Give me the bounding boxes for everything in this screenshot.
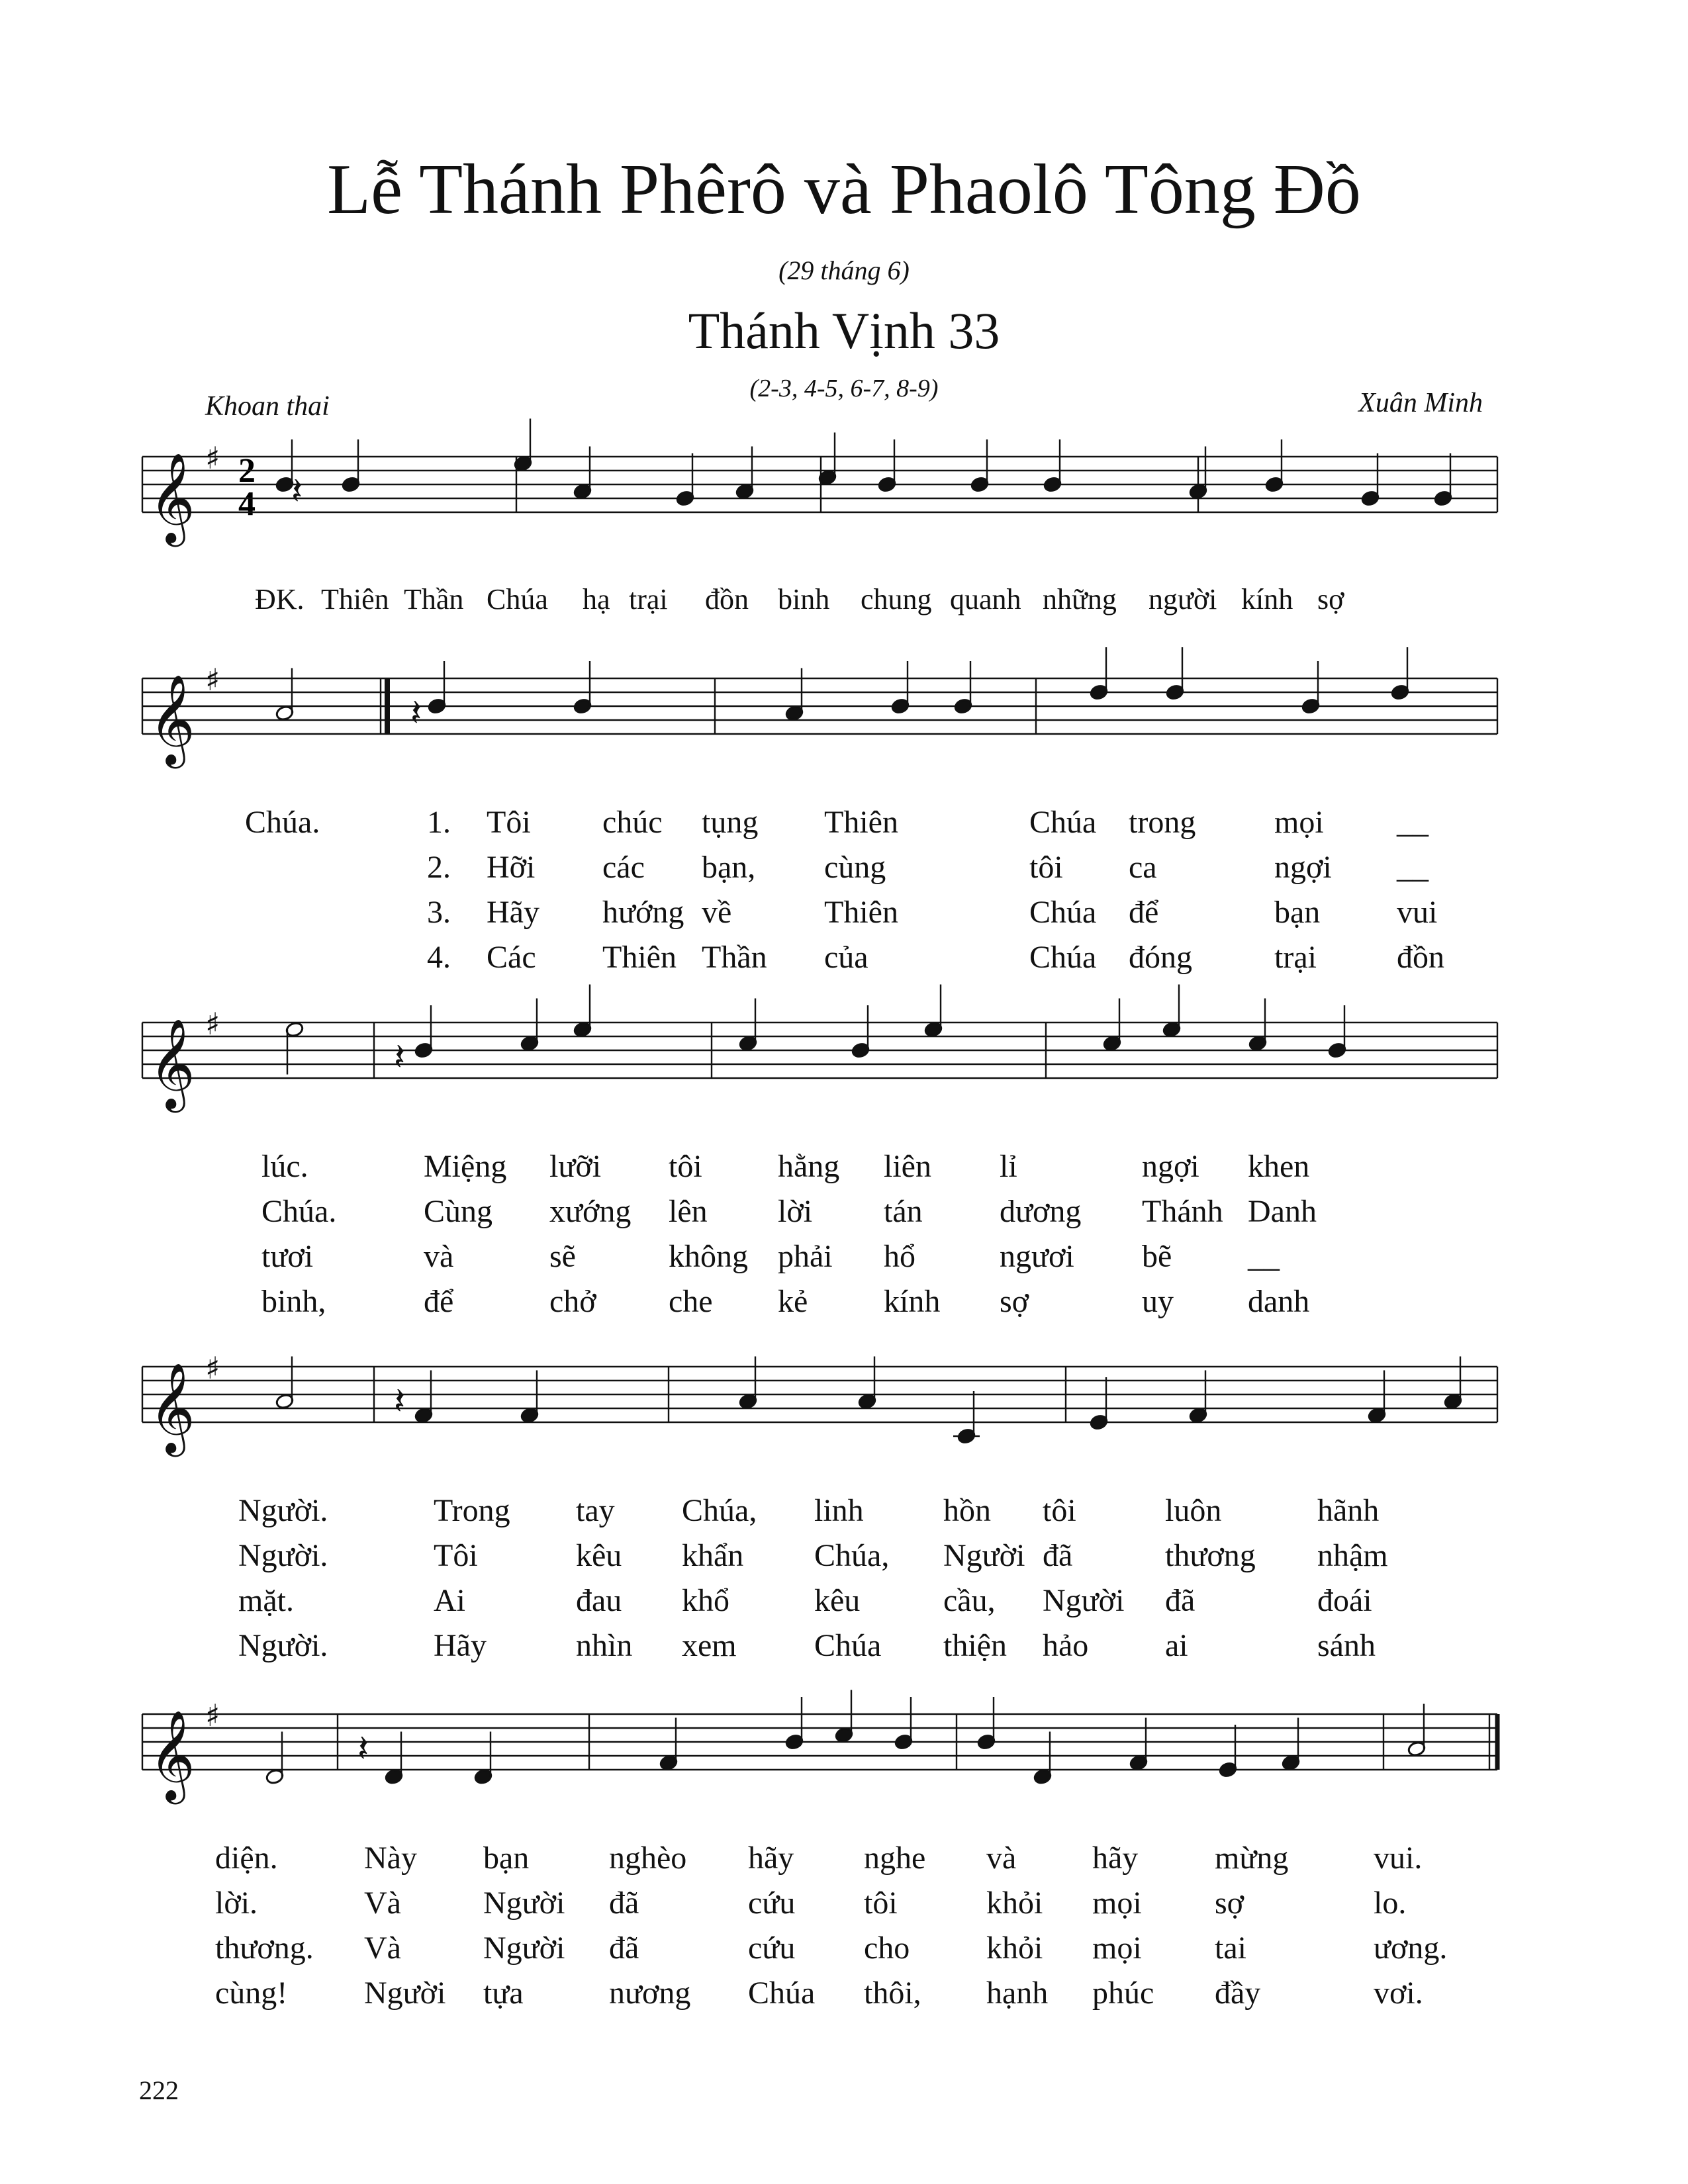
verse-lyric: Người	[943, 1538, 1025, 1573]
verse-lyric: đã	[609, 1931, 639, 1966]
refrain-lyric: những	[1043, 583, 1117, 615]
verse-lyric: cùng!	[215, 1976, 288, 2011]
verse-lyric: bạn	[483, 1841, 530, 1876]
sharp-icon: ♯	[205, 440, 220, 476]
refrain-lyric: sợ	[1317, 583, 1344, 615]
verse-lyric: Cùng	[424, 1194, 493, 1229]
refrain-lyric: chung	[861, 583, 932, 615]
verse-lyric: và	[986, 1841, 1017, 1876]
verse-lyric: sánh	[1317, 1628, 1376, 1663]
verse-lyric: thôi,	[864, 1976, 921, 2011]
refrain-lyric: hạ	[583, 583, 610, 615]
verse-lyric: mọi	[1274, 805, 1324, 840]
verse-lyric: Trong	[434, 1493, 510, 1528]
time-signature-top: 2	[238, 452, 256, 490]
verse-lyric: đầy	[1215, 1976, 1261, 2011]
verse-lyric: tán	[884, 1194, 923, 1229]
verse-lyric: Hãy	[487, 895, 539, 930]
verse-lyric: đau	[576, 1583, 622, 1618]
verse-lyric: các	[602, 850, 645, 885]
verse-lyric: thương	[1165, 1538, 1256, 1573]
verse-lyric: ngợi	[1142, 1149, 1199, 1184]
verse-lyric: nghèo	[609, 1841, 687, 1876]
verse-lyric: Người.	[238, 1538, 328, 1573]
verse-lyric: tụng	[702, 805, 759, 840]
verse-lyric: lo.	[1374, 1886, 1407, 1921]
verse-lyric: sợ	[1215, 1886, 1244, 1921]
verse-lyric: kẻ	[778, 1284, 808, 1319]
verse-lyric: danh	[1248, 1284, 1310, 1319]
verse-lyric: lúc.	[261, 1149, 308, 1184]
refrain-lyric: người	[1149, 583, 1217, 615]
refrain-lyric: đồn	[705, 583, 749, 615]
verse-lyric: để	[1129, 895, 1159, 930]
verse-lyric: đóng	[1129, 940, 1192, 975]
verse-lyric: dương	[1000, 1194, 1082, 1229]
verse-lyric: xướng	[549, 1194, 632, 1229]
verse-lyric: tôi	[864, 1886, 898, 1921]
verse-lyric: Thần	[702, 940, 767, 975]
verse-lyric: __	[1397, 850, 1429, 885]
verse-lyric: không	[669, 1239, 748, 1274]
verse-lyric: Thiên	[824, 895, 898, 930]
verse-lyric: 4.	[427, 940, 451, 975]
verse-lyric: diện.	[215, 1841, 278, 1876]
verse-lyric: 2.	[427, 850, 451, 885]
verse-lyric: tay	[576, 1493, 615, 1528]
verse-lyric: nhậm	[1317, 1538, 1388, 1573]
refrain-lyric: trại	[629, 583, 668, 615]
refrain-lyric: quanh	[950, 583, 1021, 615]
psalm-verses: (2-3, 4-5, 6-7, 8-9)	[749, 375, 939, 402]
verse-lyric: uy	[1142, 1284, 1174, 1319]
verse-lyric: kêu	[814, 1583, 861, 1618]
verse-lyric: đồn	[1397, 940, 1444, 975]
verse-lyric: khỏi	[986, 1931, 1043, 1966]
verse-lyric: Hỡi	[487, 850, 536, 885]
verse-lyric: lời.	[215, 1886, 258, 1921]
verse-lyric: Và	[364, 1886, 401, 1921]
verse-lyric: Hãy	[434, 1628, 487, 1663]
verse-lyric: nghe	[864, 1841, 926, 1876]
verse-lyric: Tôi	[487, 805, 531, 840]
verse-lyric: bạn,	[702, 850, 756, 885]
verse-lyric: cứu	[748, 1886, 796, 1921]
verse-lyric: Chúa	[1029, 940, 1097, 975]
verse-lyric: Danh	[1248, 1194, 1317, 1229]
verse-lyric: đã	[609, 1886, 639, 1921]
verse-lyric: mặt.	[238, 1583, 294, 1618]
sharp-icon: ♯	[205, 1350, 220, 1386]
verse-lyric: và	[424, 1239, 454, 1274]
verse-lyric: thương.	[215, 1931, 314, 1966]
verse-lyric: tôi	[1043, 1493, 1076, 1528]
quarter-rest-icon: 𝄽	[410, 692, 422, 735]
quarter-rest-icon: 𝄽	[394, 1380, 406, 1423]
verse-lyric: Chúa,	[814, 1538, 890, 1573]
verse-lyric: Người	[483, 1886, 565, 1921]
verse-lyric: vui	[1397, 895, 1438, 930]
verse-lyric: bạn	[1274, 895, 1321, 930]
verse-lyric: chở	[549, 1284, 596, 1319]
verse-lyric: hằng	[778, 1149, 840, 1184]
verse-lyric: Chúa	[1029, 895, 1097, 930]
verse-lyric: tôi	[669, 1149, 702, 1184]
verse-lyric: hổ	[884, 1239, 915, 1274]
verse-lyric: mọi	[1092, 1886, 1142, 1921]
verse-lyric: sợ	[1000, 1284, 1029, 1319]
verse-lyric: Ai	[434, 1583, 465, 1618]
verse-lyric: ca	[1129, 850, 1157, 885]
verse-lyric: mừng	[1215, 1841, 1289, 1876]
tempo-marking: Khoan thai	[205, 391, 330, 422]
verse-lyric: Người.	[238, 1493, 328, 1528]
verse-lyric: trại	[1274, 940, 1317, 975]
page-title: Lễ Thánh Phêrô và Phaolô Tông Đồ	[327, 150, 1361, 229]
verse-lyric: kính	[884, 1284, 941, 1319]
sharp-icon: ♯	[205, 1698, 220, 1733]
verse-lyric: lên	[669, 1194, 708, 1229]
verse-lyric: cho	[864, 1931, 910, 1966]
verse-lyric: Và	[364, 1931, 401, 1966]
verse-lyric: phúc	[1092, 1976, 1154, 2011]
verse-lyric: Chúa	[748, 1976, 816, 2011]
page-number: 222	[139, 2075, 179, 2105]
verse-lyric: Thiên	[824, 805, 898, 840]
verse-lyric: hướng	[602, 895, 684, 930]
verse-lyric: của	[824, 940, 868, 975]
treble-clef-icon: 𝄞	[149, 673, 195, 764]
verse-lyric: lỉ	[1000, 1149, 1017, 1184]
verse-lyric: khen	[1248, 1149, 1310, 1184]
lyric-word: Chúa.	[245, 805, 320, 840]
verse-lyric: bẽ	[1142, 1239, 1172, 1274]
quarter-rest-icon: 𝄽	[394, 1036, 406, 1079]
verse-lyric: tai	[1215, 1931, 1246, 1966]
treble-clef-icon: 𝄞	[149, 1361, 195, 1453]
verse-lyric: __	[1397, 805, 1429, 840]
verse-lyric: Chúa	[814, 1628, 882, 1663]
verse-lyric: hạnh	[986, 1976, 1049, 2011]
feast-date: (29 tháng 6)	[778, 255, 910, 285]
verse-lyric: ương.	[1374, 1931, 1448, 1966]
sharp-icon: ♯	[205, 662, 220, 698]
verse-lyric: Này	[364, 1841, 417, 1876]
verse-lyric: sẽ	[549, 1239, 576, 1274]
verse-lyric: vơi.	[1374, 1976, 1423, 2011]
quarter-rest-icon: 𝄽	[291, 470, 303, 513]
verse-lyric: liên	[884, 1149, 931, 1184]
verse-lyric: khổ	[682, 1583, 729, 1618]
treble-clef-icon: 𝄞	[149, 1017, 195, 1109]
verse-lyric: hồn	[943, 1493, 991, 1528]
verse-lyric: kêu	[576, 1538, 622, 1573]
verse-lyric: để	[424, 1284, 454, 1319]
verse-lyric: khỏi	[986, 1886, 1043, 1921]
verse-lyric: cùng	[824, 850, 886, 885]
verse-lyric: hảo	[1043, 1628, 1089, 1663]
quarter-rest-icon: 𝄽	[357, 1727, 369, 1770]
refrain-lyric: Thần	[404, 583, 464, 615]
verse-lyric: Người	[364, 1976, 446, 2011]
time-signature-bottom: 4	[238, 485, 256, 523]
verse-lyric: cầu,	[943, 1583, 996, 1618]
treble-clef-icon: 𝄞	[149, 451, 195, 543]
verse-lyric: chúc	[602, 805, 663, 840]
psalm-title: Thánh Vịnh 33	[688, 302, 1000, 359]
verse-lyric: hãnh	[1317, 1493, 1380, 1528]
refrain-lyric: binh	[778, 583, 830, 615]
verse-lyric: xem	[682, 1628, 737, 1663]
verse-lyric: Thiên	[602, 940, 677, 975]
sharp-icon: ♯	[205, 1006, 220, 1042]
verse-lyric: tôi	[1029, 850, 1063, 885]
verse-lyric: hãy	[748, 1841, 794, 1876]
verse-lyric: Chúa	[1029, 805, 1097, 840]
verse-lyric: vui.	[1374, 1841, 1423, 1876]
verse-lyric: đã	[1043, 1538, 1073, 1573]
verse-lyric: tươi	[261, 1239, 314, 1274]
verse-lyric: Người.	[238, 1628, 328, 1663]
verse-lyric: Người	[1043, 1583, 1125, 1618]
refrain-lyric: kính	[1241, 583, 1293, 615]
verse-lyric: khẩn	[682, 1538, 744, 1573]
verse-lyric: Chúa,	[682, 1493, 757, 1528]
verse-lyric: đã	[1165, 1583, 1196, 1618]
verse-lyric: binh,	[261, 1284, 326, 1319]
refrain-label: ĐK.	[255, 583, 305, 615]
verse-lyric: đoái	[1317, 1583, 1372, 1618]
verse-lyric: cứu	[748, 1931, 796, 1966]
verse-lyric: ngợi	[1274, 850, 1332, 885]
verse-lyric: hãy	[1092, 1841, 1139, 1876]
verse-lyric: Người	[483, 1931, 565, 1966]
verse-lyric: Chúa.	[261, 1194, 337, 1229]
verse-lyric: __	[1248, 1239, 1280, 1274]
verse-lyric: tựa	[483, 1976, 524, 2011]
verse-lyric: trong	[1129, 805, 1196, 840]
verse-lyric: luôn	[1165, 1493, 1222, 1528]
verse-lyric: thiện	[943, 1628, 1007, 1663]
verse-lyric: Các	[487, 940, 536, 975]
verse-lyric: ngươi	[1000, 1239, 1074, 1274]
refrain-lyric: Thiên	[321, 583, 389, 615]
verse-lyric: Miệng	[424, 1149, 507, 1184]
verse-lyric: lời	[778, 1194, 813, 1229]
verse-lyric: Tôi	[434, 1538, 478, 1573]
verse-lyric: ai	[1165, 1628, 1188, 1663]
refrain-lyric: Chúa	[487, 583, 548, 615]
verse-lyric: về	[702, 895, 732, 930]
verse-lyric: linh	[814, 1493, 864, 1528]
verse-lyric: 3.	[427, 895, 451, 930]
composer: Xuân Minh	[1358, 388, 1483, 418]
verse-lyric: nương	[609, 1976, 691, 2011]
verse-lyric: 1.	[427, 805, 451, 840]
verse-lyric: che	[669, 1284, 713, 1319]
verse-lyric: lưỡi	[549, 1149, 602, 1184]
verse-lyric: Thánh	[1142, 1194, 1223, 1229]
verse-lyric: phải	[778, 1239, 833, 1274]
verse-lyric: nhìn	[576, 1628, 633, 1663]
verse-lyric: mọi	[1092, 1931, 1142, 1966]
treble-clef-icon: 𝄞	[149, 1709, 195, 1800]
